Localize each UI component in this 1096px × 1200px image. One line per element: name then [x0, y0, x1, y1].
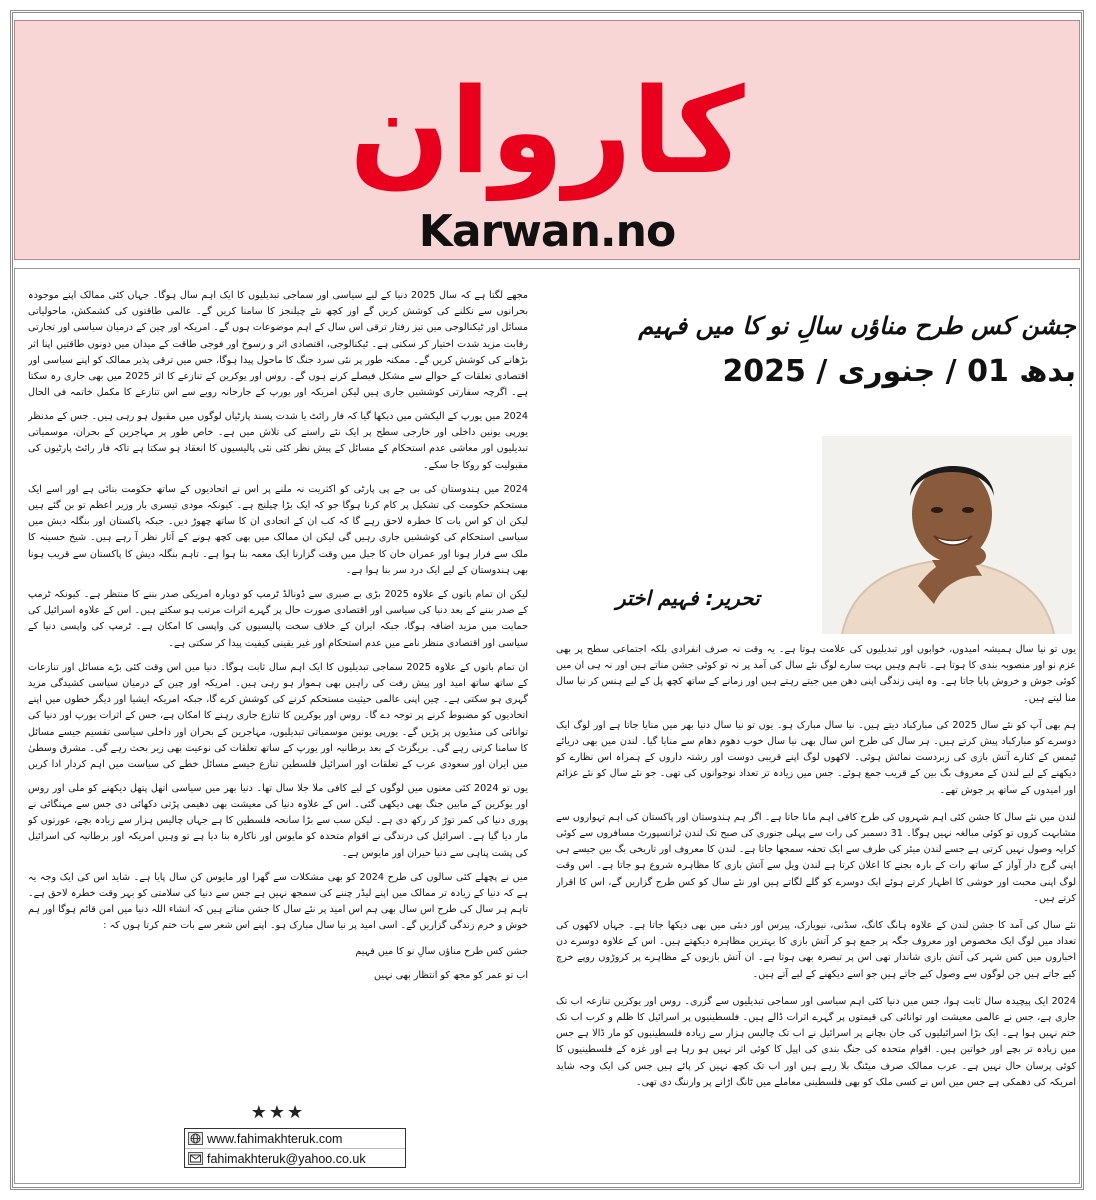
paragraph: لندن میں نئے سال کا جشن کئی اہم شہروں کی طرح کافی اہم مانا جاتا ہے۔ اگر ہم ہندوستان اور پاکستان کی اہم تہواروں سے مشابہت کروں تو کوئی مبالغہ نہیں ہوگا۔ 31 دسمبر کی رات سے پہلی جنوری کی صبح تک لندن ٹرانسپورٹ مسافروں سے کوئی کرایہ وصول نہیں کرتی ہے جسے لندن میئر کی طرف سے ایک تحفہ سمجھا جاتا ہے۔ لندن کا معروف اور تاریخی بگ بین جیسے ہی اپنی گرج دار آواز کے ساتھ رات کے بارہ بجنے کا اعلان کرتا ہے لندن ویل سے آتش بازی کا مظاہرہ شروع ہو جاتا ہے۔ اس وقت لوگ اپنی محبت اور خوشی کا اظہار کرتے ہوئے ایک دوسرے کو گلے لگاتے ہیں اور نئے سال کو کس طرح گزاریں گے، اس کا اقرار کرتے ہیں۔ — [556, 811, 1076, 904]
contact-box — [184, 1128, 406, 1168]
paragraph: مجھے لگتا ہے کہ سال 2025 دنیا کے لیے سیاسی اور سماجی تبدیلیوں کا ایک اہم سال ہوگا۔ جہاں کئی ممالک اپنے موجودہ بحرانوں سے نکلنے کی کوشش کریں گے اور کچھ نئے چیلنجز کا سامنا کریں گے۔ عالمی طاقتوں کی کشمکش، ماحولیاتی مسائل اور ٹیکنالوجی میں تیز رفتار ترقی اس سال کے اہم موضوعات ہوں گے۔ امریکہ اور چین کے درمیان سیاسی اور تجارتی رقابت مزید شدت اختیار کر سکتی ہے۔ ٹیکنالوجی، اقتصادی اثر و رسوخ اور فوجی طاقت کے میدان میں دونوں طاقتیں اپنا اثر بڑھانے کی کوشش کریں گے۔ ممکنہ طور پر نئی سرد جنگ کا ماحول پیدا ہوگا، جس میں ترقی پذیر ممالک کو اپنے سیاسی اور اقتصادی تعلقات کے حوالے سے مشکل فیصلے کرنے ہوں گے۔ روس اور یوکرین کے تنازعے کا اثر 2025 میں بھی جاری رہ سکتا ہے۔ اگرچہ سفارتی کوششیں جاری ہیں لیکن امریکہ اور یورپ کے جارحانہ رویے سے اس تنازعے کا مکمل خاتمہ فی الحال — [28, 290, 528, 399]
paragraph: یوں تو نیا سال ہمیشہ امیدوں، خوابوں اور تبدیلیوں کی علامت ہوتا ہے۔ یہ وقت نہ صرف انفرادی بلکہ اجتماعی سطح پر بھی عزم نو اور منصوبہ بندی کا ہوتا ہے۔ تاہم وہیں بہت سارے لوگ نئے سال کی آمد پر نہ تو کوئی جشن مناتے ہیں اور نہ ہی ان میں کوئی جوش و خروش پایا جاتا ہے۔ وہ اپنی زندگی اپنی دھن میں جیتے رہتے ہیں اور زمانے کے ساتھ کچھ پل کے لیے ہنس کر نیا سال منا لیتے ہیں۔ — [556, 644, 1076, 704]
website-row[interactable] — [185, 1129, 405, 1148]
paragraph: 2024 ایک پیچیدہ سال ثابت ہوا، جس میں دنیا کئی اہم سیاسی اور سماجی تبدیلیوں سے گزری۔ روس اور یوکرین تنازعہ اب تک جاری ہے، جس نے عالمی معیشت اور توانائی کی قیمتوں پر گہرے اثرات ڈالے ہیں۔ فلسطینیوں پر اسرائیل کا ظلم و کرب اب تک ختم نہیں ہوا ہے۔ ایک بڑا اسرائیلیوں کی جان بچانے پر اسرائیل نے اب تک چالیس ہزار سے زیادہ فلسطینیوں کو مار ڈالا ہے جس میں زیادہ تر بچے اور خواتین ہیں۔ اقوام متحدہ کی جنگ بندی کی اپیل کا کوئی اثر نہیں ہو رہا ہے اور غزہ کے فلسطینیوں کا کوئی پرسان حال نہیں ہے۔ عرب ممالک صرف میٹنگ بلا رہے ہیں اور اب تک کچھ نہیں کر پائے ہیں جس کی ایک وجہ شاید امریکہ کی دھمکی ہے جس میں اس نے کسی ملک کو بھی فلسطینی معاملے میں ٹانگ اڑانے پر وارننگ دی تھی۔ — [556, 995, 1076, 1088]
separator-stars: ★★★ — [250, 1102, 306, 1123]
article-headline: جشن کس طرح مناؤں سالِ نو کا میں فہیم — [638, 312, 1076, 340]
paragraph: ان تمام باتوں کے علاوہ 2025 سماجی تبدیلیوں کا ایک اہم سال ثابت ہوگا۔ دنیا میں اس وقت کئی بڑے مسائل اور تنازعات کے ساتھ ساتھ امید اور پیش رفت کی راہیں بھی ہموار ہو رہی ہیں۔ امریکہ اور چین کے درمیان سیاسی کشیدگی مزید گہری ہو سکتی ہے۔ چین اپنی عالمی حیثیت مستحکم کرنے کی کوشش کرے گا، جبکہ امریکہ ایشیا اور دیگر خطوں میں اپنے اتحادیوں کو مضبوط کرنے پر توجہ دے گا۔ روس اور یوکرین کا تنازع جاری رہنے کا امکان ہے، جس کے اثرات یورپ اور دنیا کی توانائی کی منڈیوں پر پڑیں گے۔ یورپی یونین موسمیاتی تبدیلیوں، مہاجرین کے بحران اور داخلی سیاسی تقسیم جیسے مسائل کا سامنا کرتی رہے گی۔ بریگزٹ کے بعد برطانیہ اور یورپ کے ساتھ تعلقات کی نوعیت بھی زیر بحث رہے گی۔ مشرق وسطیٰ میں ایران اور سعودی عرب کے تعلقات اور اسرائیل فلسطین تنازع جیسے مسائل خطے کی سیاست میں اہم کردار ادا کریں — [28, 661, 528, 771]
email-link[interactable]: fahimakhteruk@yahoo.co.uk — [207, 1151, 366, 1166]
left-column — [28, 288, 528, 1168]
logo-urdu[interactable]: کاروان — [349, 62, 745, 200]
article-date: بدھ 01 / جنوری / 2025 — [722, 354, 1076, 389]
paragraph: نئے سال کی آمد کا جشن لندن کے علاوہ ہانگ کانگ، سڈنی، نیویارک، پیرس اور دبئی میں بھی دیکھا جاتا ہے۔ جہاں لاکھوں کی تعداد میں لوگ ایک مخصوص اور معروف جگہ پر جمع ہو کر آتش بازی کا بہترین مظاہرہ دیکھتے ہیں۔ اس کے علاوہ دوسرے دن اخباروں میں کس شہر کی آتش بازی شاندار تھی اس پر تبصرہ بھی ہوتا ہے۔ ان آتش بازیوں کے مظاہرے پر کروڑوں روپے خرچ کیے جاتے ہیں جن لوگوں سے وصول کیے جاتے ہیں جو اسے دیکھنے کے لیے آتے ہیں۔ — [556, 920, 1076, 980]
right-column — [556, 288, 1076, 1178]
author-portrait-image — [822, 436, 1072, 634]
paragraph: میں نے پچھلے کئی سالوں کی طرح 2024 کو بھی مشکلات سے گھرا اور مایوس کن سال پایا ہے۔ شاید اس کی ایک وجہ یہ ہے کہ دنیا کے زیادہ تر ممالک میں اپنے لیڈر چننے کی سمجھ نہیں ہے جس سے دنیا کی سلامتی کو بہر وقت خطرہ لاحق ہے۔ تاہم ہر سال کی طرح اس سال بھی ہم اس امید پر نئے سال کا جشن مناتے ہیں کہ انشاء اللہ دنیا میں امن قائم ہوگا اور ہم خوش و خرم زندگی گزاریں گے۔ اسی امید پر نیا سال مبارک ہو۔ اپنے اس شعر سے بات ختم کرتا ہوں کہ : — [28, 871, 528, 932]
globe-icon — [188, 1132, 203, 1145]
paragraph: یوں تو 2024 کئی معنوں میں لوگوں کے لیے کافی ملا جلا سال تھا۔ دنیا بھر میں سیاسی اتھل پتھل دیکھنے کو ملی اور روس اور یوکرین کے مابین جنگ بھی دیکھی گئی۔ اس کے علاوہ دنیا کی معیشت بھی دھیمی پڑتی دکھائی دی جس سے مہنگائی نے پوری دنیا کی کمر توڑ کر رکھ دی ہے۔ لیکن سب سے بڑا سانحہ فلسطین کا ہے جہاں چالیس ہزار سے زیادہ بچے، عورتوں کو مار دیا گیا ہے۔ اسرائیل کی درندگی نے اقوام متحدہ کو مایوس اور ناکارہ بنا دیا ہے تو وہیں امریکہ اور برطانیہ کی اسرائیل کی پشت پناہی سے دنیا حیران اور مایوس ہے۔ — [28, 782, 528, 859]
logo-latin[interactable]: Karwan.no — [418, 206, 676, 257]
email-row[interactable] — [185, 1148, 405, 1168]
masthead — [14, 20, 1080, 260]
poem-line: جشن کس طرح مناؤں سالِ نو کا میں فہیم — [355, 945, 528, 957]
right-column-text — [556, 642, 1076, 1102]
website-link[interactable]: www.fahimakhteruk.com — [207, 1131, 343, 1146]
author-photo — [822, 436, 1072, 634]
poem-line: اب تو عمر کو مجھ کو انتظار بھی نہیں — [374, 969, 528, 981]
article-byline: تحریر: فہیم اختر — [616, 586, 760, 610]
paragraph: 2024 میں یورپ کے الیکشن میں دیکھا گیا کہ فار رائٹ یا شدت پسند پارٹیاں لوگوں میں مقبول ہو رہی ہیں۔ جس کے مدنظر یورپی یونین داخلی اور خارجی سطح پر ایک نئے راستے کی تلاش میں ہے۔ خاص طور پر مہاجرین کے بحران، موسمیاتی تبدیلیوں اور معاشی عدم استحکام کے مسائل کے پیش نظر کئی نئی پالیسیوں کا انعقاد ہو سکتا ہے تاکہ فار رائٹ پارٹیوں کی مقبولیت کو روکا جا سکے۔ — [28, 411, 528, 471]
paragraph: لیکن ان تمام باتوں کے علاوہ 2025 بڑی بے صبری سے ڈونالڈ ٹرمپ کو دوبارہ امریکی صدر بننے کا منتظر ہے۔ کیونکہ ٹرمپ کے صدر بننے کے بعد دنیا کی سیاسی اور اقتصادی صورت حال پر گہرے اثرات مرتب ہو سکتے ہیں۔ اس کے علاوہ اسرائیل کی حمایت میں مزید اضافہ ہوگا، جبکہ ایران کے خلاف سخت پالیسیوں کی واپسی کا امکان ہے۔ ٹرمپ کی واپسی دنیا کے سیاسی اور اقتصادی منظر نامے میں عدم استحکام اور غیر یقینی کیفیت پیدا کر سکتی ہے۔ — [28, 589, 528, 649]
paragraph: ہم بھی آپ کو نئے سال 2025 کی مبارکباد دیتے ہیں۔ نیا سال مبارک ہو۔ یوں تو نیا سال دنیا بھر میں منایا جاتا ہے اور لوگ ایک دوسرے کو مبارکباد پیش کرتے ہیں۔ ہر سال کی طرح اس سال بھی نیا سال خوب دھوم دھام سے منایا گیا۔ لندن میں بھی دریائے ٹیمس کے کنارے آتش بازی کی زبردست نمائش ہوئی۔ لاکھوں لوگ اپنے قریبی دوست اور رشتہ داروں کے ہمراہ اس نظارے کو دیکھنے کے لیے لندن کے معروف بگ بین کے قریب جمع ہوئے۔ جس میں زیادہ تر تعداد نوجوانوں کی تھی۔ جو نئے سال کو نئے عزائم اور امیدوں کے ساتھ پر جوش تھے۔ — [556, 719, 1076, 796]
paragraph: 2024 میں ہندوستان کی بی جے پی پارٹی کو اکثریت نہ ملنے پر اس نے اتحادیوں کے ساتھ حکومت بنائی ہے اور اسے ایک مستحکم حکومت کی تشکیل پر کام کرنا ہوگا جو کہ ایک بڑا چیلنج ہے۔ کیونکہ مودی تیسری بار وزیر اعظم تو بن گئے ہیں لیکن ان کو اس بات کا خطرہ لاحق رہے گا کہ کب ان کے اتحادی ان کا ساتھ چھوڑ دیں۔ جبکہ پاکستان اور بنگلہ دیش میں سیاسی استحکام کی کوششیں جاری رہیں گی لیکن ان ممالک میں بھی کچھ ہونے کے آثار نظر آ رہے ہیں۔ شیخ حسینہ کا ملک سے فرار ہونا اور عمران خان کا جیل میں وقت گزارنا ایک معمہ بنا ہوا ہے۔ تاہم بنگلہ دیش کا پاکستان سے قریب ہونا بھی ہندوستان کے لیے ایک درد سر بنا ہوا ہے۔ — [28, 483, 528, 576]
email-icon — [188, 1152, 203, 1165]
